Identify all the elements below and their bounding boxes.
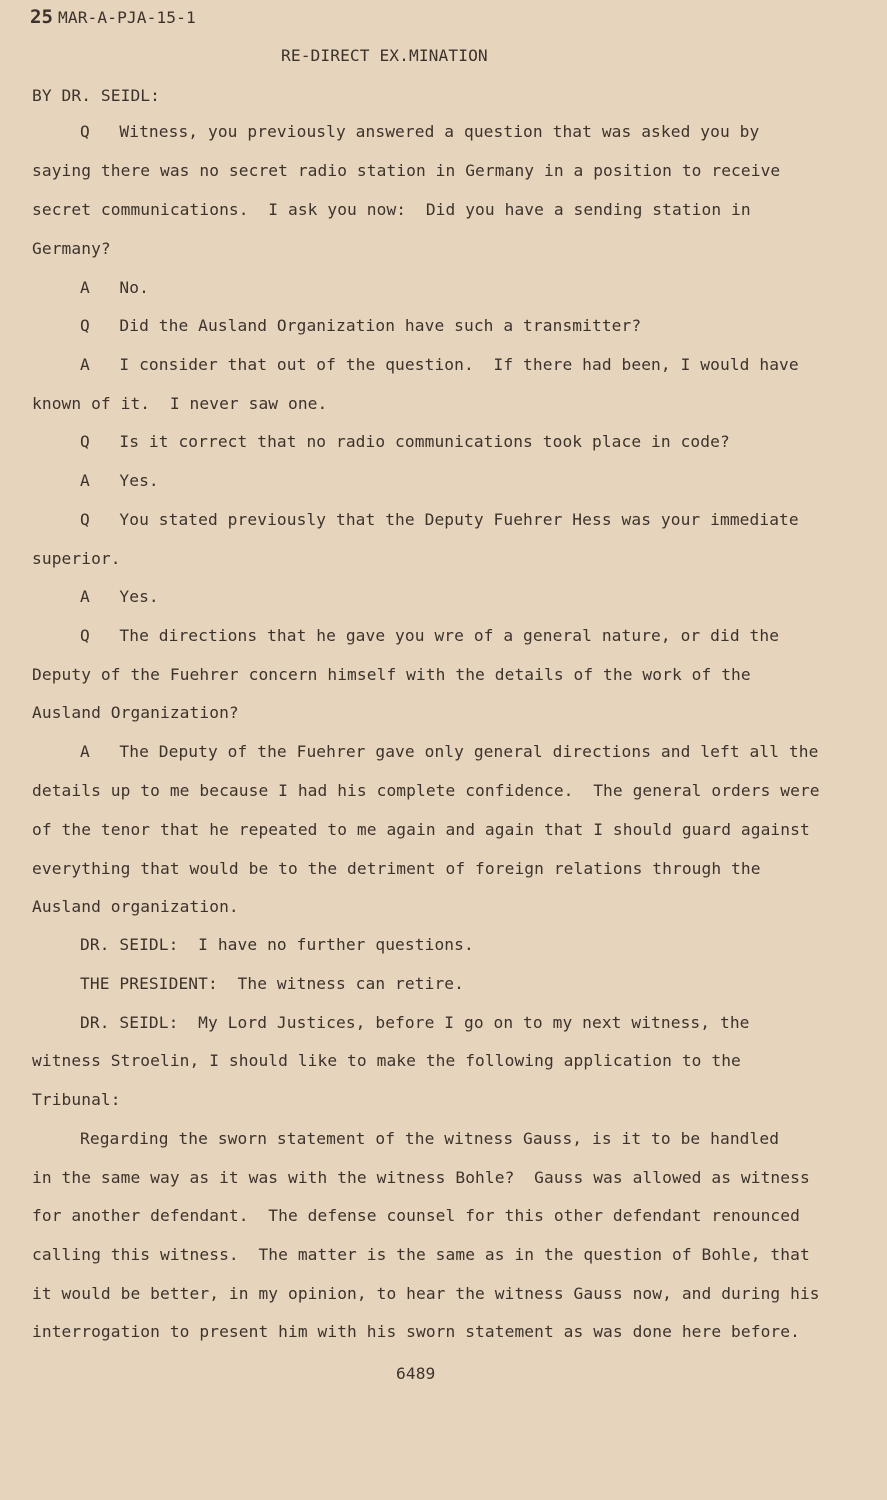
page-number-top: 25 xyxy=(30,6,54,28)
transcript-line: A No. xyxy=(80,278,149,297)
transcript-line: Q Did the Ausland Organization have such a transmitter? xyxy=(80,316,642,335)
transcript-line: Germany? xyxy=(32,239,111,258)
transcript-line: in the same way as it was with the witness Bohle? Gauss was allowed as witness xyxy=(32,1168,810,1187)
transcript-line: for another defendant. The defense counsel for this other defendant renounced xyxy=(32,1206,800,1225)
transcript-line: A The Deputy of the Fuehrer gave only general directions and left all the xyxy=(80,742,819,761)
transcript-line: A Yes. xyxy=(80,471,159,490)
transcript-line: Tribunal: xyxy=(32,1090,121,1109)
document-reference: MAR-A-PJA-15-1 xyxy=(58,8,196,27)
transcript-line: secret communications. I ask you now: Did you have a sending station in xyxy=(32,200,751,219)
transcript-line: known of it. I never saw one. xyxy=(32,394,328,413)
transcript-line: Q Is it correct that no radio communications took place in code? xyxy=(80,432,730,451)
transcript-line: saying there was no secret radio station in Germany in a position to receive xyxy=(32,161,781,180)
transcript-line: details up to me because I had his complete confidence. The general orders were xyxy=(32,781,820,800)
transcript-line: witness Stroelin, I should like to make the following application to the xyxy=(32,1051,741,1070)
examiner-heading: BY DR. SEIDL: xyxy=(32,86,160,105)
transcript-line: Q Witness, you previously answered a question that was asked you by xyxy=(80,122,760,141)
transcript-line: Q You stated previously that the Deputy Fuehrer Hess was your immediate xyxy=(80,510,799,529)
page-number-bottom: 6489 xyxy=(396,1364,436,1383)
transcript-line: DR. SEIDL: My Lord Justices, before I go on to my next witness, the xyxy=(80,1013,750,1032)
transcript-line: Ausland Organization? xyxy=(32,703,239,722)
transcript-line: DR. SEIDL: I have no further questions. xyxy=(80,935,474,954)
transcript-line: A I consider that out of the question. If there had been, I would have xyxy=(80,355,799,374)
section-title: RE-DIRECT EX.MINATION xyxy=(281,46,488,65)
transcript-line: interrogation to present him with his sworn statement as was done here before. xyxy=(32,1322,800,1341)
transcript-line: Ausland organization. xyxy=(32,897,239,916)
transcript-line: it would be better, in my opinion, to hear the witness Gauss now, and during his xyxy=(32,1284,820,1303)
transcript-line: of the tenor that he repeated to me again and again that I should guard against xyxy=(32,820,810,839)
transcript-line: Q The directions that he gave you wre of a general nature, or did the xyxy=(80,626,780,645)
transcript-line: calling this witness. The matter is the same as in the question of Bohle, that xyxy=(32,1245,810,1264)
transcript-line: A Yes. xyxy=(80,587,159,606)
transcript-line: Deputy of the Fuehrer concern himself with the details of the work of the xyxy=(32,665,751,684)
transcript-line: everything that would be to the detriment of foreign relations through the xyxy=(32,859,761,878)
transcript-line: superior. xyxy=(32,549,121,568)
transcript-line: Regarding the sworn statement of the witness Gauss, is it to be handled xyxy=(80,1129,780,1148)
transcript-line: THE PRESIDENT: The witness can retire. xyxy=(80,974,464,993)
